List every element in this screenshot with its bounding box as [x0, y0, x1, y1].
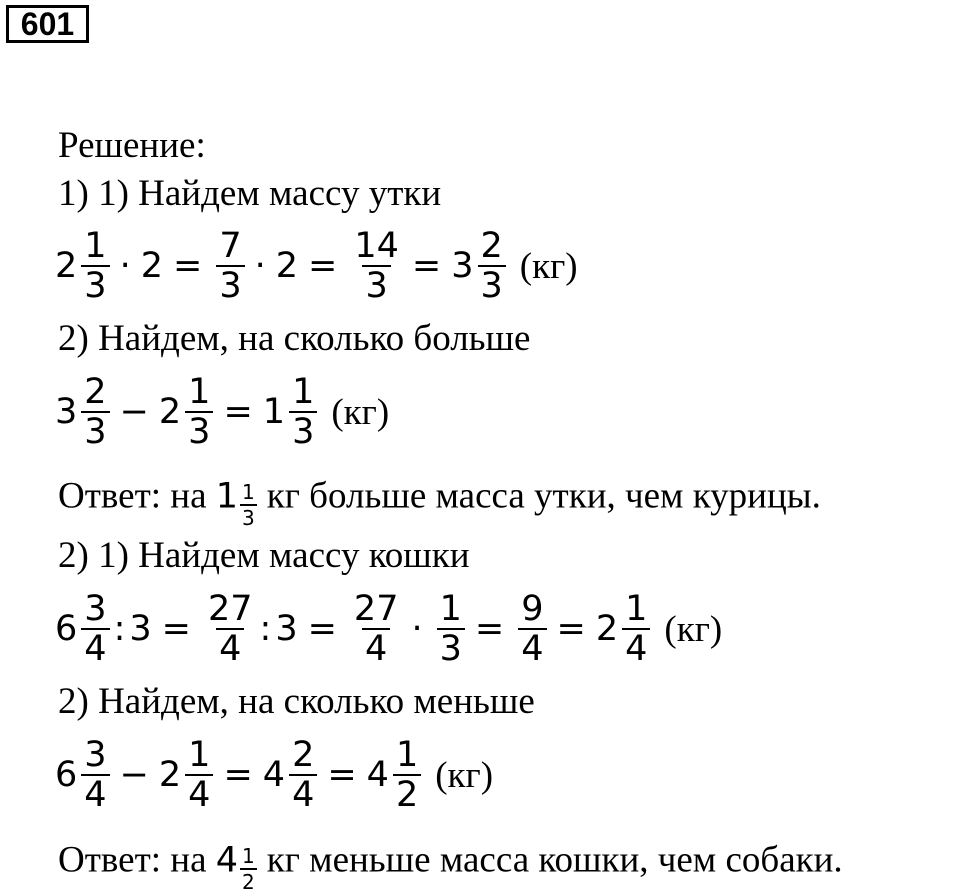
fraction: [81, 373, 109, 451]
equals-sign: =: [411, 246, 442, 286]
part1-step2-title: 2) Найдем, на сколько больше: [58, 318, 531, 359]
whole-part: 3: [55, 392, 78, 432]
numerator: 1: [292, 372, 315, 412]
equals-sign: =: [307, 609, 337, 649]
fraction: [518, 590, 546, 668]
numerator: 1: [625, 589, 648, 629]
whole-part: 1: [215, 476, 239, 517]
fraction: [81, 736, 109, 814]
numerator: 27: [207, 589, 253, 629]
equals-sign: =: [556, 609, 586, 649]
mixed-number: [263, 736, 318, 814]
unit-label: (кг): [664, 608, 723, 650]
unit-label: (кг): [435, 754, 494, 796]
numerator: 1: [242, 480, 255, 504]
fraction: [185, 736, 213, 814]
answer-suffix: кг меньше масса кошки, чем собаки.: [266, 839, 843, 881]
whole-part: 6: [55, 755, 78, 795]
minus-sign: −: [119, 755, 149, 795]
numerator: 1: [242, 844, 255, 868]
denominator: 3: [362, 265, 390, 305]
numerator: 14: [354, 226, 399, 266]
numerator: 3: [84, 589, 107, 629]
whole-part: 2: [55, 246, 78, 286]
mixed-number: [367, 736, 422, 814]
denominator: 3: [478, 265, 506, 305]
denominator: 4: [622, 628, 650, 668]
number: 2: [275, 246, 299, 286]
mixed-number: [263, 373, 318, 451]
unit-label: (кг): [519, 245, 578, 287]
mixed-number: [159, 373, 214, 451]
numerator: 2: [480, 226, 503, 266]
multiply-sign: ·: [411, 609, 423, 649]
number: 2: [140, 246, 163, 286]
part2-step1-title: 2) 1) Найдем массу кошки: [58, 535, 470, 576]
denominator: 3: [437, 628, 465, 668]
denominator: 2: [393, 774, 421, 814]
equals-sign: =: [223, 755, 253, 795]
numerator: 3: [84, 735, 107, 775]
whole-part: 2: [595, 609, 619, 649]
denominator: 4: [289, 774, 317, 814]
whole-part: 2: [158, 755, 182, 795]
numerator: 2: [292, 735, 315, 775]
fraction: [81, 227, 109, 305]
whole-part: 4: [215, 840, 239, 881]
fraction: [185, 373, 213, 451]
denominator: 3: [289, 411, 317, 451]
fraction: [205, 590, 256, 668]
answer-prefix: Ответ: на: [58, 475, 207, 517]
denominator: 3: [242, 506, 255, 530]
part2-step2-title: 2) Найдем, на сколько меньше: [58, 681, 535, 722]
numerator: 27: [353, 589, 399, 629]
fraction: [351, 590, 402, 668]
part1-step1-title: 1) 1) Найдем массу утки: [58, 173, 442, 214]
equals-sign: =: [223, 392, 253, 432]
mixed-number: [596, 590, 651, 668]
divide-sign: :: [113, 609, 126, 649]
mixed-number: [55, 590, 110, 668]
numerator: 1: [439, 589, 462, 629]
solution-label: Решение:: [58, 125, 206, 166]
numerator: 1: [188, 372, 211, 412]
numerator: 1: [188, 735, 211, 775]
numerator: 7: [219, 226, 242, 266]
whole-part: 4: [366, 755, 389, 795]
part2-answer: [58, 838, 843, 894]
numerator: 1: [395, 735, 419, 775]
fraction: [289, 736, 317, 814]
fraction: [622, 590, 650, 668]
answer-prefix: Ответ: на: [58, 839, 207, 881]
fraction: [81, 590, 109, 668]
denominator: 2: [242, 870, 255, 894]
numerator: 2: [84, 372, 107, 412]
divide-sign: :: [259, 609, 272, 649]
number: 3: [275, 609, 298, 649]
fraction: [437, 590, 465, 668]
mixed-number: [55, 373, 110, 451]
fraction: [478, 227, 506, 305]
fraction: [289, 373, 317, 451]
equals-sign: =: [327, 755, 357, 795]
mixed-number: [451, 227, 506, 305]
whole-part: 3: [451, 246, 474, 286]
unit-label: (кг): [331, 391, 390, 433]
mixed-number: [159, 736, 214, 814]
denominator: 4: [216, 628, 244, 668]
minus-sign: −: [119, 392, 149, 432]
problem-number: 601: [6, 5, 89, 43]
numerator: 9: [521, 589, 544, 629]
equals-sign: =: [474, 609, 505, 649]
equals-sign: =: [308, 246, 338, 286]
denominator: 4: [185, 774, 213, 814]
equals-sign: =: [172, 246, 203, 286]
denominator: 4: [81, 774, 109, 814]
mixed-number: [55, 736, 110, 814]
part1-equation-2: [55, 372, 389, 452]
answer-suffix: кг больше масса утки, чем курицы.: [266, 475, 821, 517]
fraction: [351, 227, 402, 305]
multiply-sign: ·: [254, 246, 266, 286]
numerator: 1: [84, 226, 107, 266]
number: 3: [129, 609, 152, 649]
denominator: 4: [81, 628, 109, 668]
part2-equation-2: [55, 735, 493, 815]
denominator: 3: [81, 265, 109, 305]
denominator: 4: [518, 628, 546, 668]
fraction: [216, 227, 244, 305]
denominator: 4: [362, 628, 390, 668]
fraction: [240, 844, 257, 894]
part1-answer: [58, 474, 821, 530]
part1-equation-1: [55, 226, 578, 306]
denominator: 3: [185, 411, 213, 451]
fraction: [240, 480, 257, 530]
denominator: 3: [81, 411, 109, 451]
fraction: [393, 736, 421, 814]
mixed-number: [55, 227, 110, 305]
whole-part: 4: [262, 755, 286, 795]
part2-equation-1: [55, 589, 722, 669]
denominator: 3: [216, 265, 244, 305]
multiply-sign: ·: [119, 246, 131, 286]
whole-part: 2: [158, 392, 182, 432]
whole-part: 1: [262, 392, 286, 432]
equals-sign: =: [161, 609, 191, 649]
whole-part: 6: [55, 609, 78, 649]
